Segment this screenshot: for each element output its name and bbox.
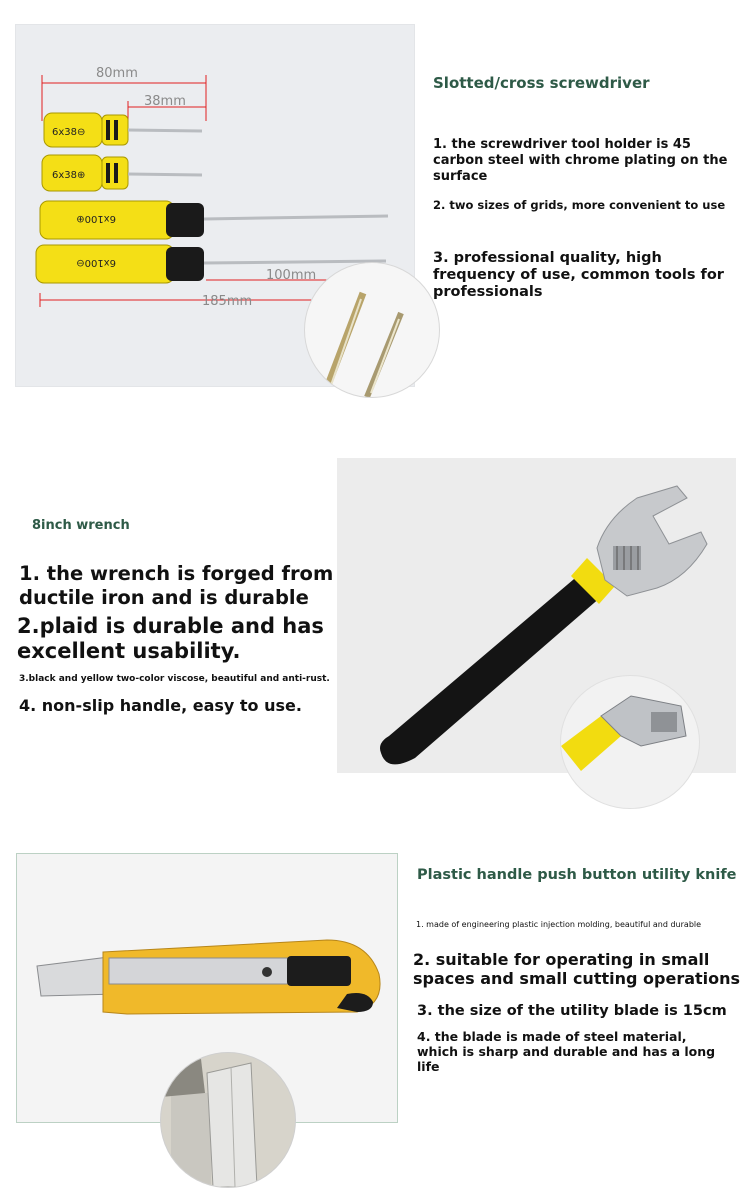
short-slotted-screwdriver: [44, 113, 202, 147]
blade-closeup-illustration: [161, 1053, 295, 1187]
screwdriver-point-2: 2. two sizes of grids, more convenient to use: [433, 198, 726, 212]
handle-label: 6x38⊕: [52, 170, 86, 181]
long-cross-screwdriver: [40, 201, 388, 239]
wrench-point-3: 3.black and yellow two-color viscose, beautiful and anti-rust.: [19, 674, 330, 684]
knife-point-1: 1. made of engineering plastic injection molding, beautiful and durable: [416, 920, 702, 929]
wrench-point-2: 2.plaid is durable and has excellent usability.: [17, 614, 324, 663]
dim-185mm: 185mm: [202, 294, 253, 309]
knife-title: Plastic handle push button utility knife: [417, 867, 737, 883]
dim-100mm: 100mm: [266, 268, 317, 283]
wrench-title: 8inch wrench: [32, 518, 130, 533]
screwdriver-point-3: 3. professional quality, high frequency of use, common tools for professionals: [433, 250, 724, 300]
wrench-point-1: 1. the wrench is forged from ductile iron and is durable: [19, 562, 334, 609]
dim-38mm: 38mm: [144, 94, 186, 109]
knife-blade-closeup: [160, 1052, 296, 1188]
screwdriver-tip-closeup: [304, 262, 440, 398]
wrench-head-closeup: [560, 675, 700, 809]
knife-point-3: 3. the size of the utility blade is 15cm: [417, 1003, 727, 1019]
wrench-closeup-illustration: [561, 676, 699, 808]
tip-closeup-illustration: [305, 263, 439, 397]
handle-label: 6x100⊕: [76, 213, 116, 224]
knife-point-2: 2. suitable for operating in small spaces and small cutting operations: [413, 950, 741, 988]
slider-button: [287, 956, 351, 986]
screwdriver-title: Slotted/cross screwdriver: [433, 74, 650, 92]
handle-label: 6x100⊖: [76, 257, 116, 268]
screwdriver-point-1: 1. the screwdriver tool holder is 45 carbon steel with chrome plating on the surface: [433, 137, 728, 184]
knife-point-4: 4. the blade is made of steel material, which is sharp and durable and has a long life: [417, 1029, 716, 1074]
wrench-point-4: 4. non-slip handle, easy to use.: [19, 696, 302, 715]
handle-label: 6x38⊖: [52, 127, 86, 138]
short-cross-screwdriver: [42, 155, 202, 191]
dim-80mm: 80mm: [96, 66, 138, 81]
